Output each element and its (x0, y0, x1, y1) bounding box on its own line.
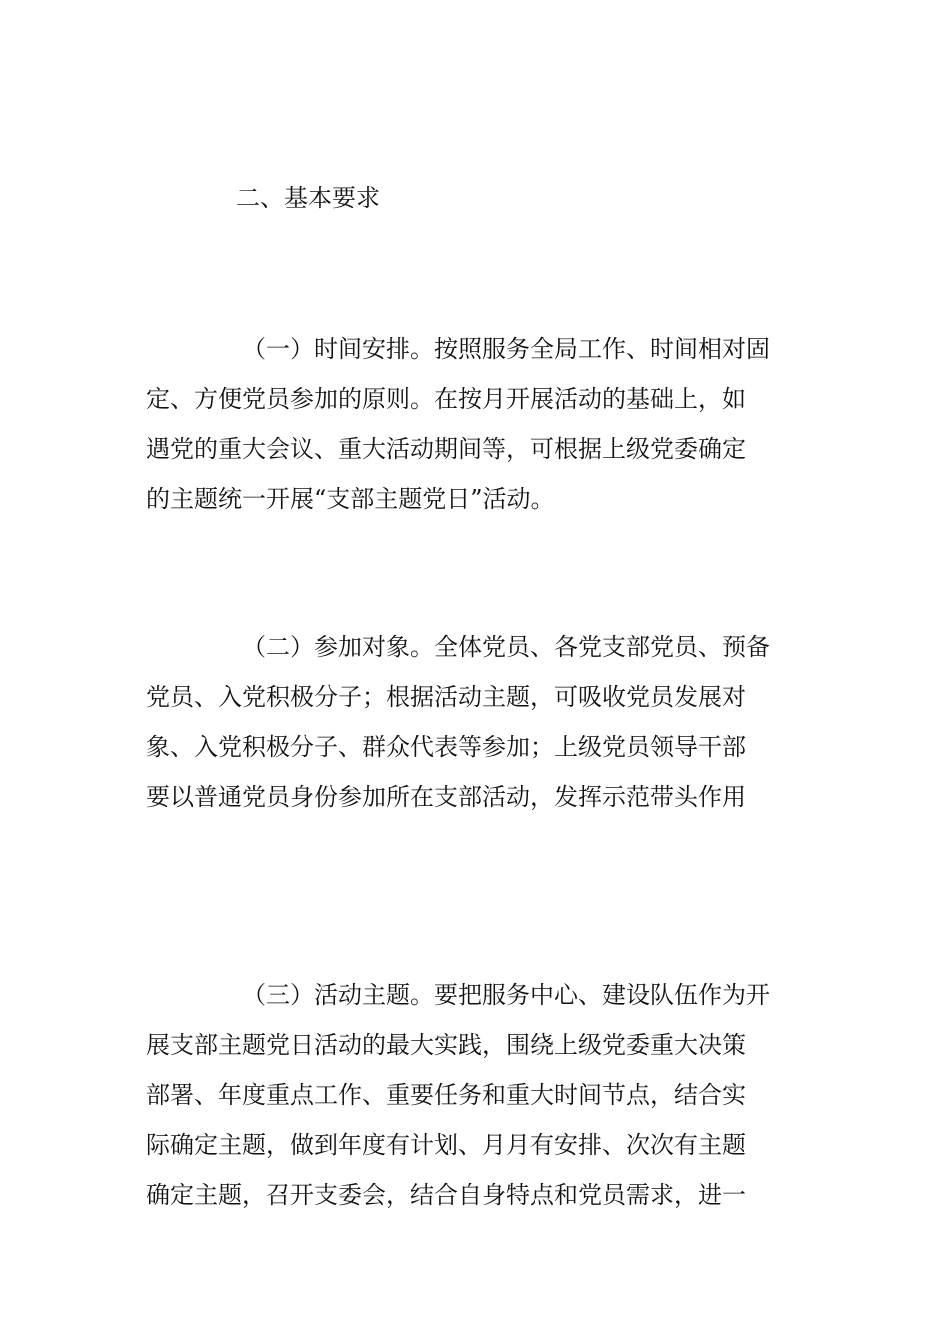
paragraph-participants (146, 622, 808, 822)
paragraph-time-arrangement (146, 324, 808, 524)
paragraph-line: 定、方便党员参加的原则。在按月开展活动的基础上，如 (146, 385, 746, 413)
paragraph-line: 的主题统一开展“支部主题党日”活动。 (146, 485, 555, 513)
paragraph-line: 展支部主题党日活动的最大实践，围绕上级党委重大决策 (146, 1031, 746, 1059)
paragraph-line: （三）活动主题。要把服务中心、建设队伍作为开 (242, 981, 770, 1009)
paragraph-line: 要以普通党员身份参加所在支部活动，发挥示范带头作用 (146, 783, 746, 811)
paragraph-line: 象、入党积极分子、群众代表等参加；上级党员领导干部 (146, 733, 746, 761)
section-heading: 二、基本要求 (236, 184, 380, 212)
paragraph-line: 遇党的重大会议、重大活动期间等，可根据上级党委确定 (146, 435, 746, 463)
paragraph-line: （二）参加对象。全体党员、各党支部党员、预备 (242, 633, 770, 661)
paragraph-line: 部署、年度重点工作、重要任务和重大时间节点，结合实 (146, 1081, 746, 1109)
paragraph-line: （一）时间安排。按照服务全局工作、时间相对固 (242, 335, 770, 363)
paragraph-activity-theme (146, 970, 808, 1220)
paragraph-line: 确定主题，召开支委会，结合自身特点和党员需求，进一 (146, 1181, 746, 1209)
paragraph-line: 党员、入党积极分子；根据活动主题，可吸收党员发展对 (146, 683, 746, 711)
paragraph-line: 际确定主题，做到年度有计划、月月有安排、次次有主题 (146, 1131, 746, 1159)
